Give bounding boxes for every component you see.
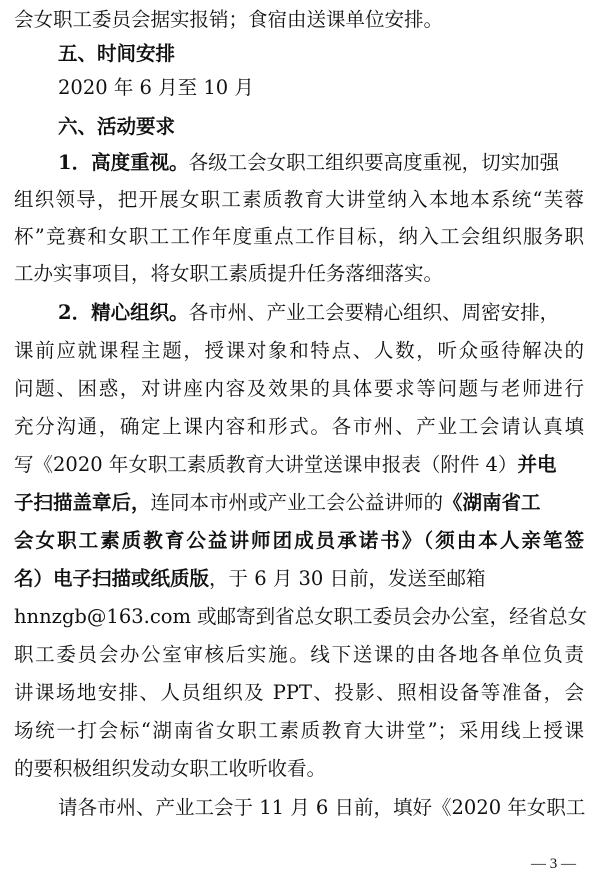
text-line: 杯”竞赛和女职工工作年度重点工作目标，纳入工会组织服务职 (14, 225, 584, 248)
text-line (58, 146, 584, 180)
text-run: 写《2020 年女职工素质教育大讲堂送课申报表（附件 4） (14, 453, 518, 476)
text-line: 场统一打会标“湖南省女职工素质教育大讲堂”；采用线上授课 (14, 719, 584, 742)
text-line: 课前应就课程主题，授课对象和特点、人数，听众亟待解决的 (14, 339, 584, 362)
text-line: 组织领导，把开展女职工素质教育大讲堂纳入本地本系统“芙蓉 (14, 188, 584, 211)
item-heading: 2．精心组织。 (58, 301, 189, 324)
section-heading-schedule: 五、时间安排 (58, 42, 176, 65)
text-line: 工办实事项目，将女职工素质提升任务落细落实。 (14, 262, 444, 285)
section-heading-requirements: 六、活动要求 (58, 115, 176, 138)
text-line: 会女职工素质教育公益讲师团成员承诺书》（须由本人亲笔签 (14, 529, 584, 552)
text-line (14, 448, 584, 482)
text-line: 问题、困惑，对讲座内容及效果的具体要求等问题与老师进行 (14, 377, 584, 400)
text-line: 会女职工委员会据实报销；食宿由送课单位安排。 (14, 8, 444, 31)
text-line (14, 486, 584, 520)
text-line: 请各市州、产业工会于 11 月 6 日前，填好《2020 年女职工 (58, 796, 586, 819)
text-run: 各级工会女职工组织要高度重视，切实加强 (188, 151, 560, 174)
text-line: 讲课场地安排、人员组织及 PPT、投影、照相设备等准备，会 (14, 681, 584, 704)
text-line: 的要积极组织发动女职工收听收看。 (14, 757, 327, 780)
text-line (58, 296, 584, 330)
item-heading: 1．高度重视。 (58, 151, 189, 174)
text-run-bold: 子扫描盖章后， (14, 491, 151, 514)
text-run-bold: 《湖南省工 (443, 491, 541, 514)
text-line: 充分沟通，确定上课内容和形式。各市州、产业工会请认真填 (14, 415, 584, 438)
page-number: — 3 — (531, 856, 576, 872)
text-line: 职工委员会办公室审核后实施。线下送课的由各地各单位负责 (14, 643, 584, 666)
text-run: ，于 6 月 30 日前，发送至邮箱 (209, 567, 486, 590)
text-line (14, 562, 584, 596)
text-run: 连同本市州或产业工会公益讲师的 (150, 491, 444, 514)
text-run-bold: 名）电子扫描或纸质版 (14, 567, 210, 590)
text-line: hnnzgb@163.com 或邮寄到省总女职工委员会办公室，经省总女 (14, 605, 588, 628)
text-run-bold: 并电 (517, 453, 557, 476)
text-line: 2020 年 6 月至 10 月 (58, 76, 254, 99)
text-run: 各市州、产业工会要精心组织、周密安排， (188, 301, 560, 324)
